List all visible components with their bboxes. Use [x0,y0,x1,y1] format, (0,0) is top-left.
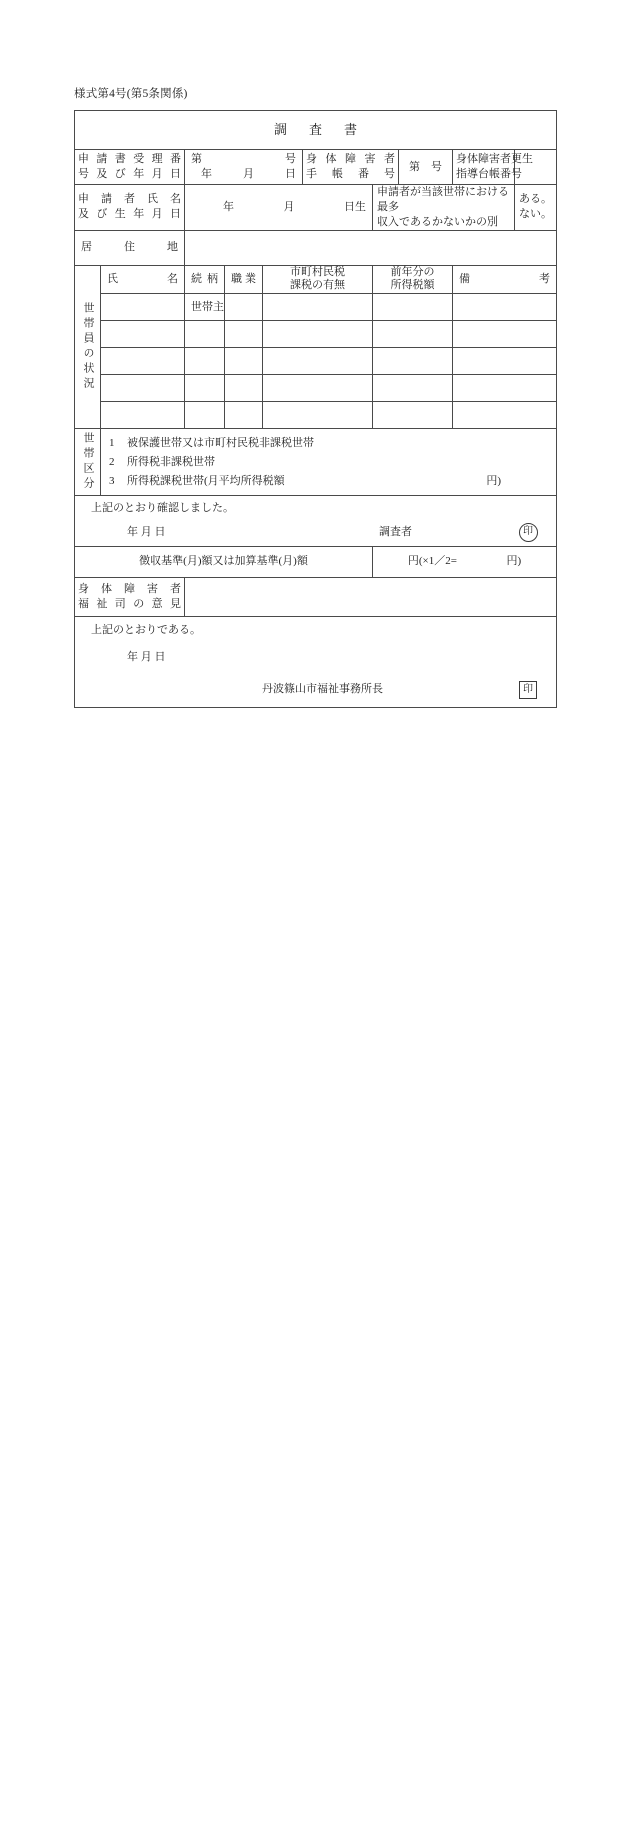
investigator-seal[interactable] [500,523,556,542]
cell-name[interactable] [101,294,185,321]
ledger-label-line1: 身体障害者更生 [456,153,533,166]
cell-occupation[interactable] [225,402,263,429]
birth-day-label: 日生 [344,200,366,213]
confirmation-date-month: 月 [140,525,152,538]
collection-label-cell [75,546,373,577]
ledger-label-cell [453,150,533,185]
receipt-label-line2: 号及び年月日 [78,168,181,180]
col-header-municipal-tax [263,265,373,294]
handbook-label-cell [303,150,399,185]
confirmation-statement: 上記のとおり確認しました。 [91,502,234,515]
applicant-birth-cell[interactable] [185,185,373,231]
cell-occupation[interactable] [225,348,263,375]
household-category-row [75,429,557,496]
cell-name-text [101,406,111,424]
col-header-income-tax-l1: 前年分の [390,265,435,278]
title-cell [75,111,557,150]
applicant-label-line2: 及び生年月日 [78,208,181,221]
confirmation-cell [75,496,557,547]
income-answer-no[interactable]: ない。 [519,208,552,221]
cell-relation-text [200,379,210,397]
cell-name-text [101,379,111,397]
col-header-municipal-tax-l1: 市町村民税 [290,265,345,278]
applicant-birth-line [185,200,372,215]
investigator-label: 調査者 [379,525,412,538]
receipt-number-line [185,152,302,167]
income-answer-cell[interactable] [515,185,557,231]
seal-circle-icon: 印 [519,523,538,542]
seal-square-icon: 印 [519,681,537,699]
welfare-officer-value [185,587,195,605]
cell-name-text [101,325,111,343]
confirmation-date-day: 日 [154,525,166,538]
residence-label-cell [75,230,185,265]
welfare-officer-row [75,577,557,616]
cell-name[interactable] [101,348,185,375]
cell-name[interactable] [101,375,185,402]
final-statement: 上記のとおりである。 [91,623,201,636]
confirmation-date-year: 年 [127,525,138,538]
cell-income-tax-text [373,352,383,370]
cell-occupation[interactable] [225,321,263,348]
col-header-relation [185,265,225,294]
ledger-label-line2: 指導台帳番号 [456,168,522,180]
welfare-office-director-name: 丹波篠山市福祉事務所長 [262,683,384,696]
cell-relation[interactable] [185,294,225,321]
cell-income-tax[interactable] [373,375,453,402]
cell-municipal-tax[interactable] [263,348,373,375]
cell-municipal-tax-text [263,325,273,343]
cell-remarks-text [453,325,463,343]
income-question-cell [373,185,515,231]
receipt-number-prefix: 第 [191,153,202,166]
handbook-number-value: 第 号 [409,160,442,173]
receipt-number-suffix: 号 [285,153,296,166]
applicant-label-line1: 申請者氏名 [78,193,181,206]
income-question-line2: 収入であるかないかの別 [377,215,498,228]
welfare-officer-label-l2: 福祉司の意見 [78,597,181,610]
table-row [75,375,557,402]
col-header-municipal-tax-l2: 課税の有無 [290,279,345,292]
category-option-1-text: 被保護世帯又は市町村民税非課税世帯 [127,436,314,449]
receipt-date-year: 年 [201,168,212,180]
receipt-value-cell[interactable] [185,150,303,185]
cell-occupation[interactable] [225,375,263,402]
table-row [75,294,557,321]
cell-municipal-tax-text [263,379,273,397]
cell-name[interactable] [101,402,185,429]
final-signature-line [75,665,556,701]
final-cell [75,616,557,707]
handbook-label-line1: 身体障害者 [306,153,395,166]
cell-municipal-tax[interactable] [263,375,373,402]
cell-remarks[interactable] [453,402,557,429]
cell-remarks-text [453,406,463,424]
category-option-2-num: 2 [109,455,115,468]
applicant-label-cell [75,185,185,231]
cell-municipal-tax-text [263,406,273,424]
cell-remarks[interactable] [453,321,557,348]
cell-occupation-text [225,379,235,397]
col-header-name [101,265,185,294]
survey-form-table [74,110,557,708]
welfare-officer-label-l1: 身体障害者 [78,583,181,596]
birth-year-label: 年 [223,200,234,213]
col-header-remarks-text: 備考 [459,272,551,285]
col-header-income-tax [373,265,453,294]
cell-income-tax[interactable] [373,348,453,375]
handbook-value-cell[interactable] [399,150,453,185]
category-option-3-suffix: 円) [486,474,502,487]
cell-relation-text [200,406,210,424]
final-row [75,616,557,707]
cell-municipal-tax[interactable] [263,321,373,348]
cell-income-tax[interactable] [373,402,453,429]
cell-relation[interactable] [185,375,225,402]
household-side-label: 世帯員の状況 [82,301,94,392]
cell-income-tax[interactable] [373,294,453,321]
income-question-line1: 申請者が当該世帯における最多 [377,186,509,213]
category-options-cell [101,429,557,496]
category-option-3-text: 所得税課税世帯(月平均所得税額 [127,474,285,487]
receipt-label-cell [75,150,185,185]
cell-municipal-tax-text [263,352,273,370]
household-header-row [75,265,557,294]
receipt-label-line1: 申請書受理番 [78,153,181,166]
document-title: 調査書 [274,122,380,138]
collection-value: 円(×1／2= [407,555,457,568]
income-answer-yes[interactable]: ある。 [519,193,552,206]
cell-occupation-text [225,352,235,370]
category-option-2-text: 所得税非課税世帯 [127,455,215,468]
cell-municipal-tax[interactable] [263,402,373,429]
final-date-year: 年 [127,650,138,663]
handbook-label-line2: 手帳番号 [306,168,395,180]
confirmation-block [75,496,556,546]
cell-income-tax[interactable] [373,321,453,348]
birth-month-label: 月 [283,200,295,213]
final-date-day: 日 [154,650,166,663]
final-block [75,617,556,707]
receipt-date-line [185,167,302,182]
cell-occupation-text [225,406,235,424]
cell-municipal-tax-text [263,298,273,316]
collection-label: 徴収基準(月)額又は加算基準(月)額 [139,555,308,568]
cell-remarks[interactable] [453,294,557,321]
col-header-occupation-text: 職業 [231,272,256,285]
title-row [75,111,557,150]
category-side-label-cell [75,429,101,496]
category-option-1-num: 1 [109,436,115,449]
collection-value-cell[interactable] [373,546,557,577]
cell-relation[interactable] [185,402,225,429]
table-row [75,321,557,348]
confirmation-signature-line [75,516,556,542]
cell-income-tax-text [373,325,383,343]
receipt-row [75,150,557,185]
residence-label: 居住地 [81,241,178,254]
col-header-relation-text: 続柄 [191,272,218,285]
col-header-occupation [225,265,263,294]
category-option-1[interactable] [101,438,556,457]
col-header-name-text: 氏名 [107,272,178,285]
cell-income-tax-text [373,379,383,397]
table-row [75,402,557,429]
cell-remarks[interactable] [453,348,557,375]
cell-name-text [101,352,111,370]
receipt-date-day: 日 [285,168,296,180]
cell-name-text [101,298,111,316]
final-date-line[interactable] [75,638,556,665]
residence-row [75,230,557,265]
receipt-date-month: 月 [243,168,254,180]
table-row [75,348,557,375]
welfare-officer-value-cell[interactable] [185,577,557,616]
cell-remarks[interactable] [453,375,557,402]
cell-name[interactable] [101,321,185,348]
welfare-officer-label-cell [75,577,185,616]
director-seal[interactable] [500,681,556,699]
col-header-income-tax-l2: 所得税額 [390,279,435,292]
cell-occupation-text [225,298,235,316]
category-option-3[interactable] [101,476,556,487]
cell-remarks-text [453,352,463,370]
cell-relation[interactable] [185,348,225,375]
collection-row [75,546,557,577]
collection-value-suffix: 円) [506,555,522,568]
cell-occupation-text [225,325,235,343]
household-side-label-wrap [75,266,100,429]
category-option-3-num: 3 [109,474,115,487]
applicant-row [75,185,557,231]
cell-income-tax-text [373,298,383,316]
category-side-label: 世帯区分 [82,432,94,493]
cell-relation[interactable] [185,321,225,348]
cell-municipal-tax[interactable] [263,294,373,321]
cell-income-tax-text [373,406,383,424]
household-side-label-cell [75,265,101,429]
form-code-label: 様式第4号(第5条関係) [74,88,188,100]
cell-occupation[interactable] [225,294,263,321]
confirmation-date-group[interactable] [75,525,337,540]
cell-relation-text [200,352,210,370]
category-option-2[interactable] [101,457,556,476]
cell-relation-text: 世帯主 [191,300,224,313]
cell-relation-text [200,325,210,343]
col-header-remarks [453,265,557,294]
cell-remarks-text [453,379,463,397]
residence-value-cell[interactable] [185,230,557,265]
category-side-label-wrap [75,429,100,495]
final-date-month: 月 [140,650,152,663]
confirmation-row [75,496,557,547]
cell-remarks-text [453,298,463,316]
